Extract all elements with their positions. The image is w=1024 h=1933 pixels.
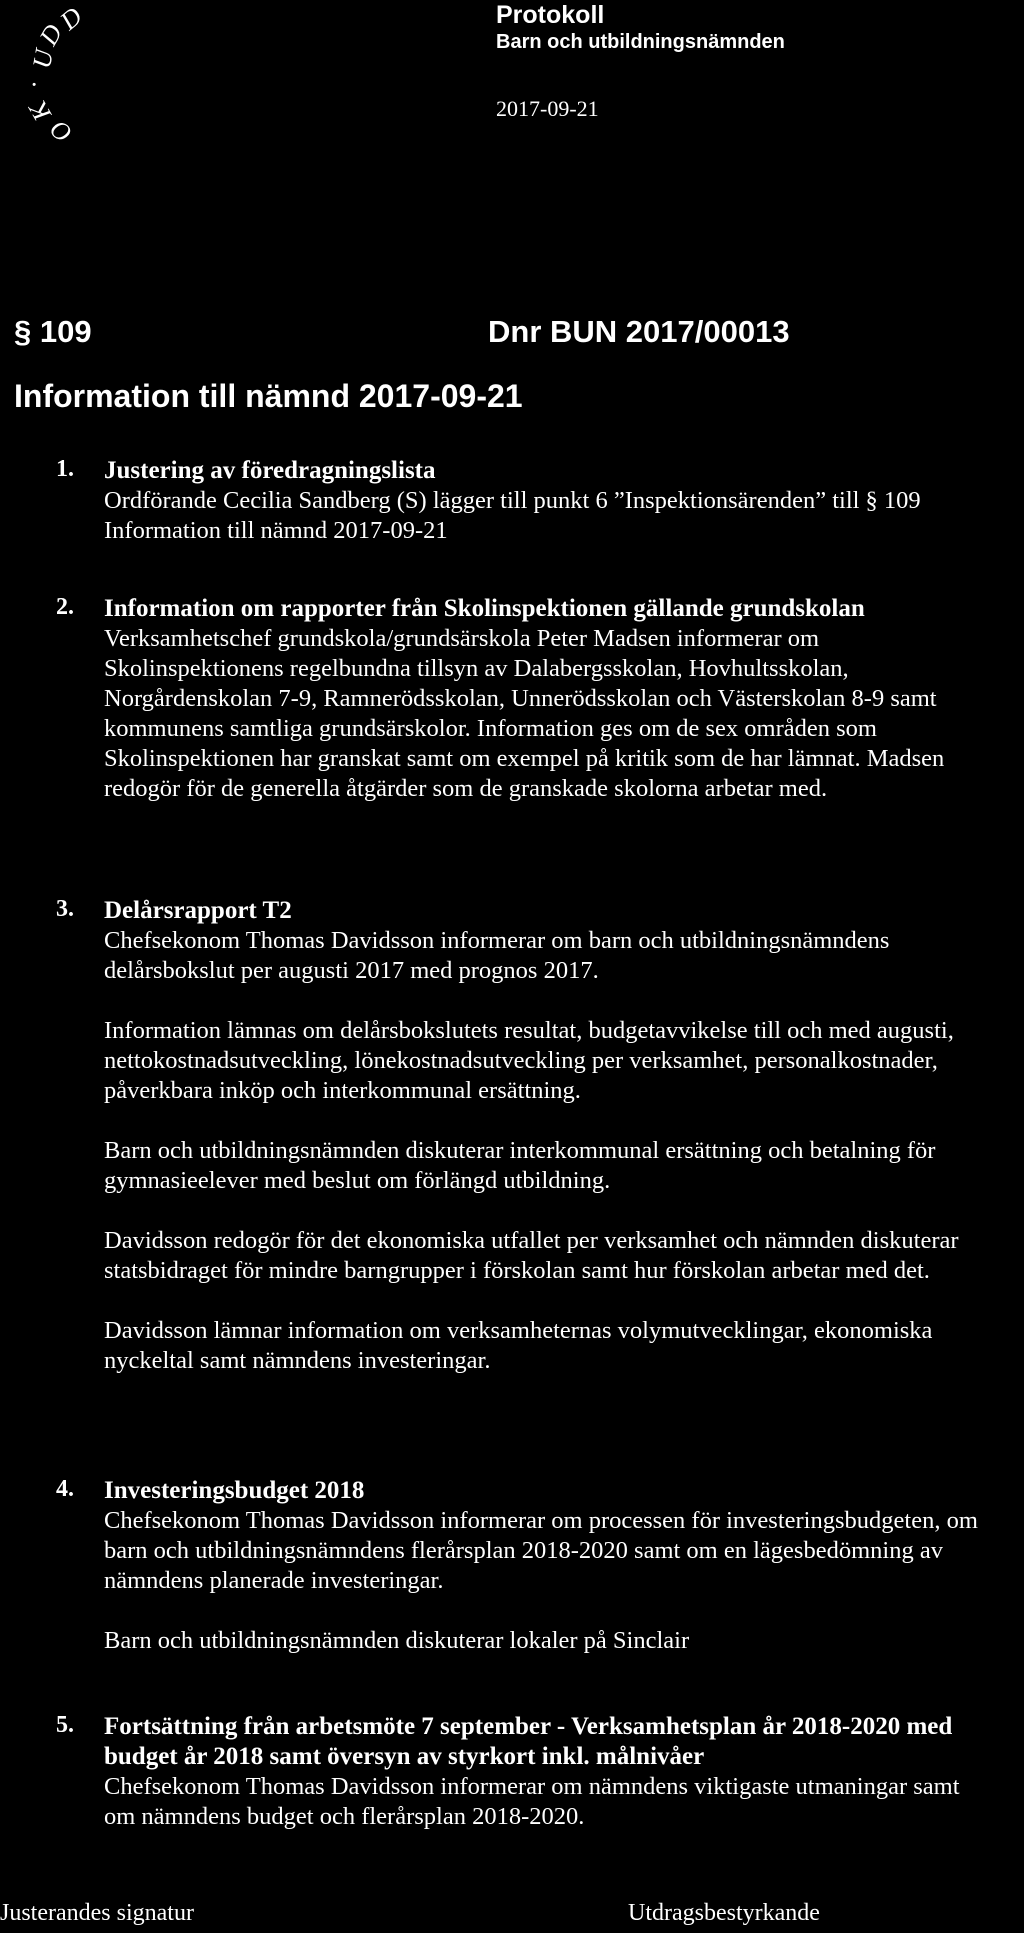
item-paragraph: Chefsekonom Thomas Davidsson informerar om nämndens viktigaste utmaningar samt om nämndens budget och flerårsplan 2018-2020. xyxy=(104,1773,960,1830)
item-paragraph: Barn och utbildningsnämnden diskuterar interkommunal ersättning och betalning för gymnasieelever med beslut om förlängd utbildning. xyxy=(104,1137,936,1194)
paragraph-number: § 109 xyxy=(14,314,92,349)
item-number: 1. xyxy=(56,456,74,482)
agenda-item-1 xyxy=(56,456,1016,546)
item-paragraph: Davidsson lämnar information om verksamheternas volymutvecklingar, ekonomiska nyckeltal samt nämndens investeringar. xyxy=(104,1317,933,1374)
item-number: 5. xyxy=(56,1712,74,1738)
item-paragraph: Chefsekonom Thomas Davidsson informerar om barn och utbildningsnämndens delårsbokslut per augusti 2017 med prognos 2017. xyxy=(104,927,890,984)
item-title: Investeringsbudget 2018 xyxy=(104,1477,365,1504)
item-title: Fortsättning från arbetsmöte 7 september - Verksamhetsplan år 2018-2020 med budget år 2018 samt översyn av styrkort inkl. målnivåer xyxy=(104,1713,953,1770)
header-subtitle: Barn och utbildningsnämnden xyxy=(496,31,785,53)
footer-certification-label: Utdragsbestyrkande xyxy=(628,1900,820,1926)
item-paragraph: Verksamhetschef grundskola/grundsärskola Peter Madsen informerar om Skolinspektionens regelbundna tillsyn av Dalabergsskolan, Hovhultsskolan, Norgårdenskolan 7-9, Ramnerödsskolan, Unnerödsskolan och Västerskolan 8-9 samt kommunens samtliga grundsärskolor. Information ges om de sex områden som Skolinspektionen har granskat samt om exempel på kritik som de har lämnat. Madsen redogör för de generella åtgärder som de granskade skolorna arbetar med. xyxy=(104,625,945,802)
item-title: Justering av föredragningslista xyxy=(104,457,436,484)
item-paragraph: Davidsson redogör för det ekonomiska utfallet per verksamhet och nämnden diskuterar statsbidraget för mindre barngrupper i förskolan samt hur förskolan arbetar med det. xyxy=(104,1227,959,1284)
agenda-item-4 xyxy=(56,1476,1016,1656)
header-date: 2017-09-21 xyxy=(496,96,599,121)
stamp xyxy=(11,0,130,149)
item-paragraph: Information lämnas om delårsbokslutets resultat, budgetavvikelse till och med augusti, nettokostnadsutveckling, lönekostnadsutveckling per verksamhet, personalkostnader, påverkbara inköp och interkommunal ersättning. xyxy=(104,1017,954,1104)
header-title: Protokoll xyxy=(496,1,605,29)
stamp-char: K xyxy=(23,96,58,127)
agenda-item-5 xyxy=(56,1712,1016,1832)
agenda-item-2 xyxy=(56,594,1016,804)
item-number: 2. xyxy=(56,594,74,620)
item-paragraph: Barn och utbildningsnämnden diskuterar lokaler på Sinclair xyxy=(104,1627,690,1654)
stamp-char: U xyxy=(26,47,59,71)
item-number: 3. xyxy=(56,896,74,922)
item-number: 4. xyxy=(56,1476,74,1502)
item-paragraph: Chefsekonom Thomas Davidsson informerar om processen för investeringsbudgeten, om barn och utbildningsnämndens flerårsplan 2018-2020 samt om en lägesbedömning av nämndens planerade investeringar. xyxy=(104,1507,978,1594)
stamp-char: O xyxy=(44,114,78,149)
item-title: Delårsrapport T2 xyxy=(104,897,292,924)
page-title: Information till nämnd 2017-09-21 xyxy=(14,378,523,414)
footer-signature-label: Justerandes signatur xyxy=(0,1900,194,1926)
stamp-char: D xyxy=(33,19,69,51)
diary-number: Dnr BUN 2017/00013 xyxy=(488,314,790,349)
item-paragraph: Ordförande Cecilia Sandberg (S) lägger till punkt 6 ”Inspektionsärenden” till § 109 Information till nämnd 2017-09-21 xyxy=(104,487,921,544)
agenda-item-3 xyxy=(56,896,1016,1376)
stamp-char: D xyxy=(54,1,88,36)
stamp-char: . xyxy=(11,79,42,91)
document-header xyxy=(496,0,785,122)
item-title: Information om rapporter från Skolinspektionen gällande grundskolan xyxy=(104,595,865,622)
